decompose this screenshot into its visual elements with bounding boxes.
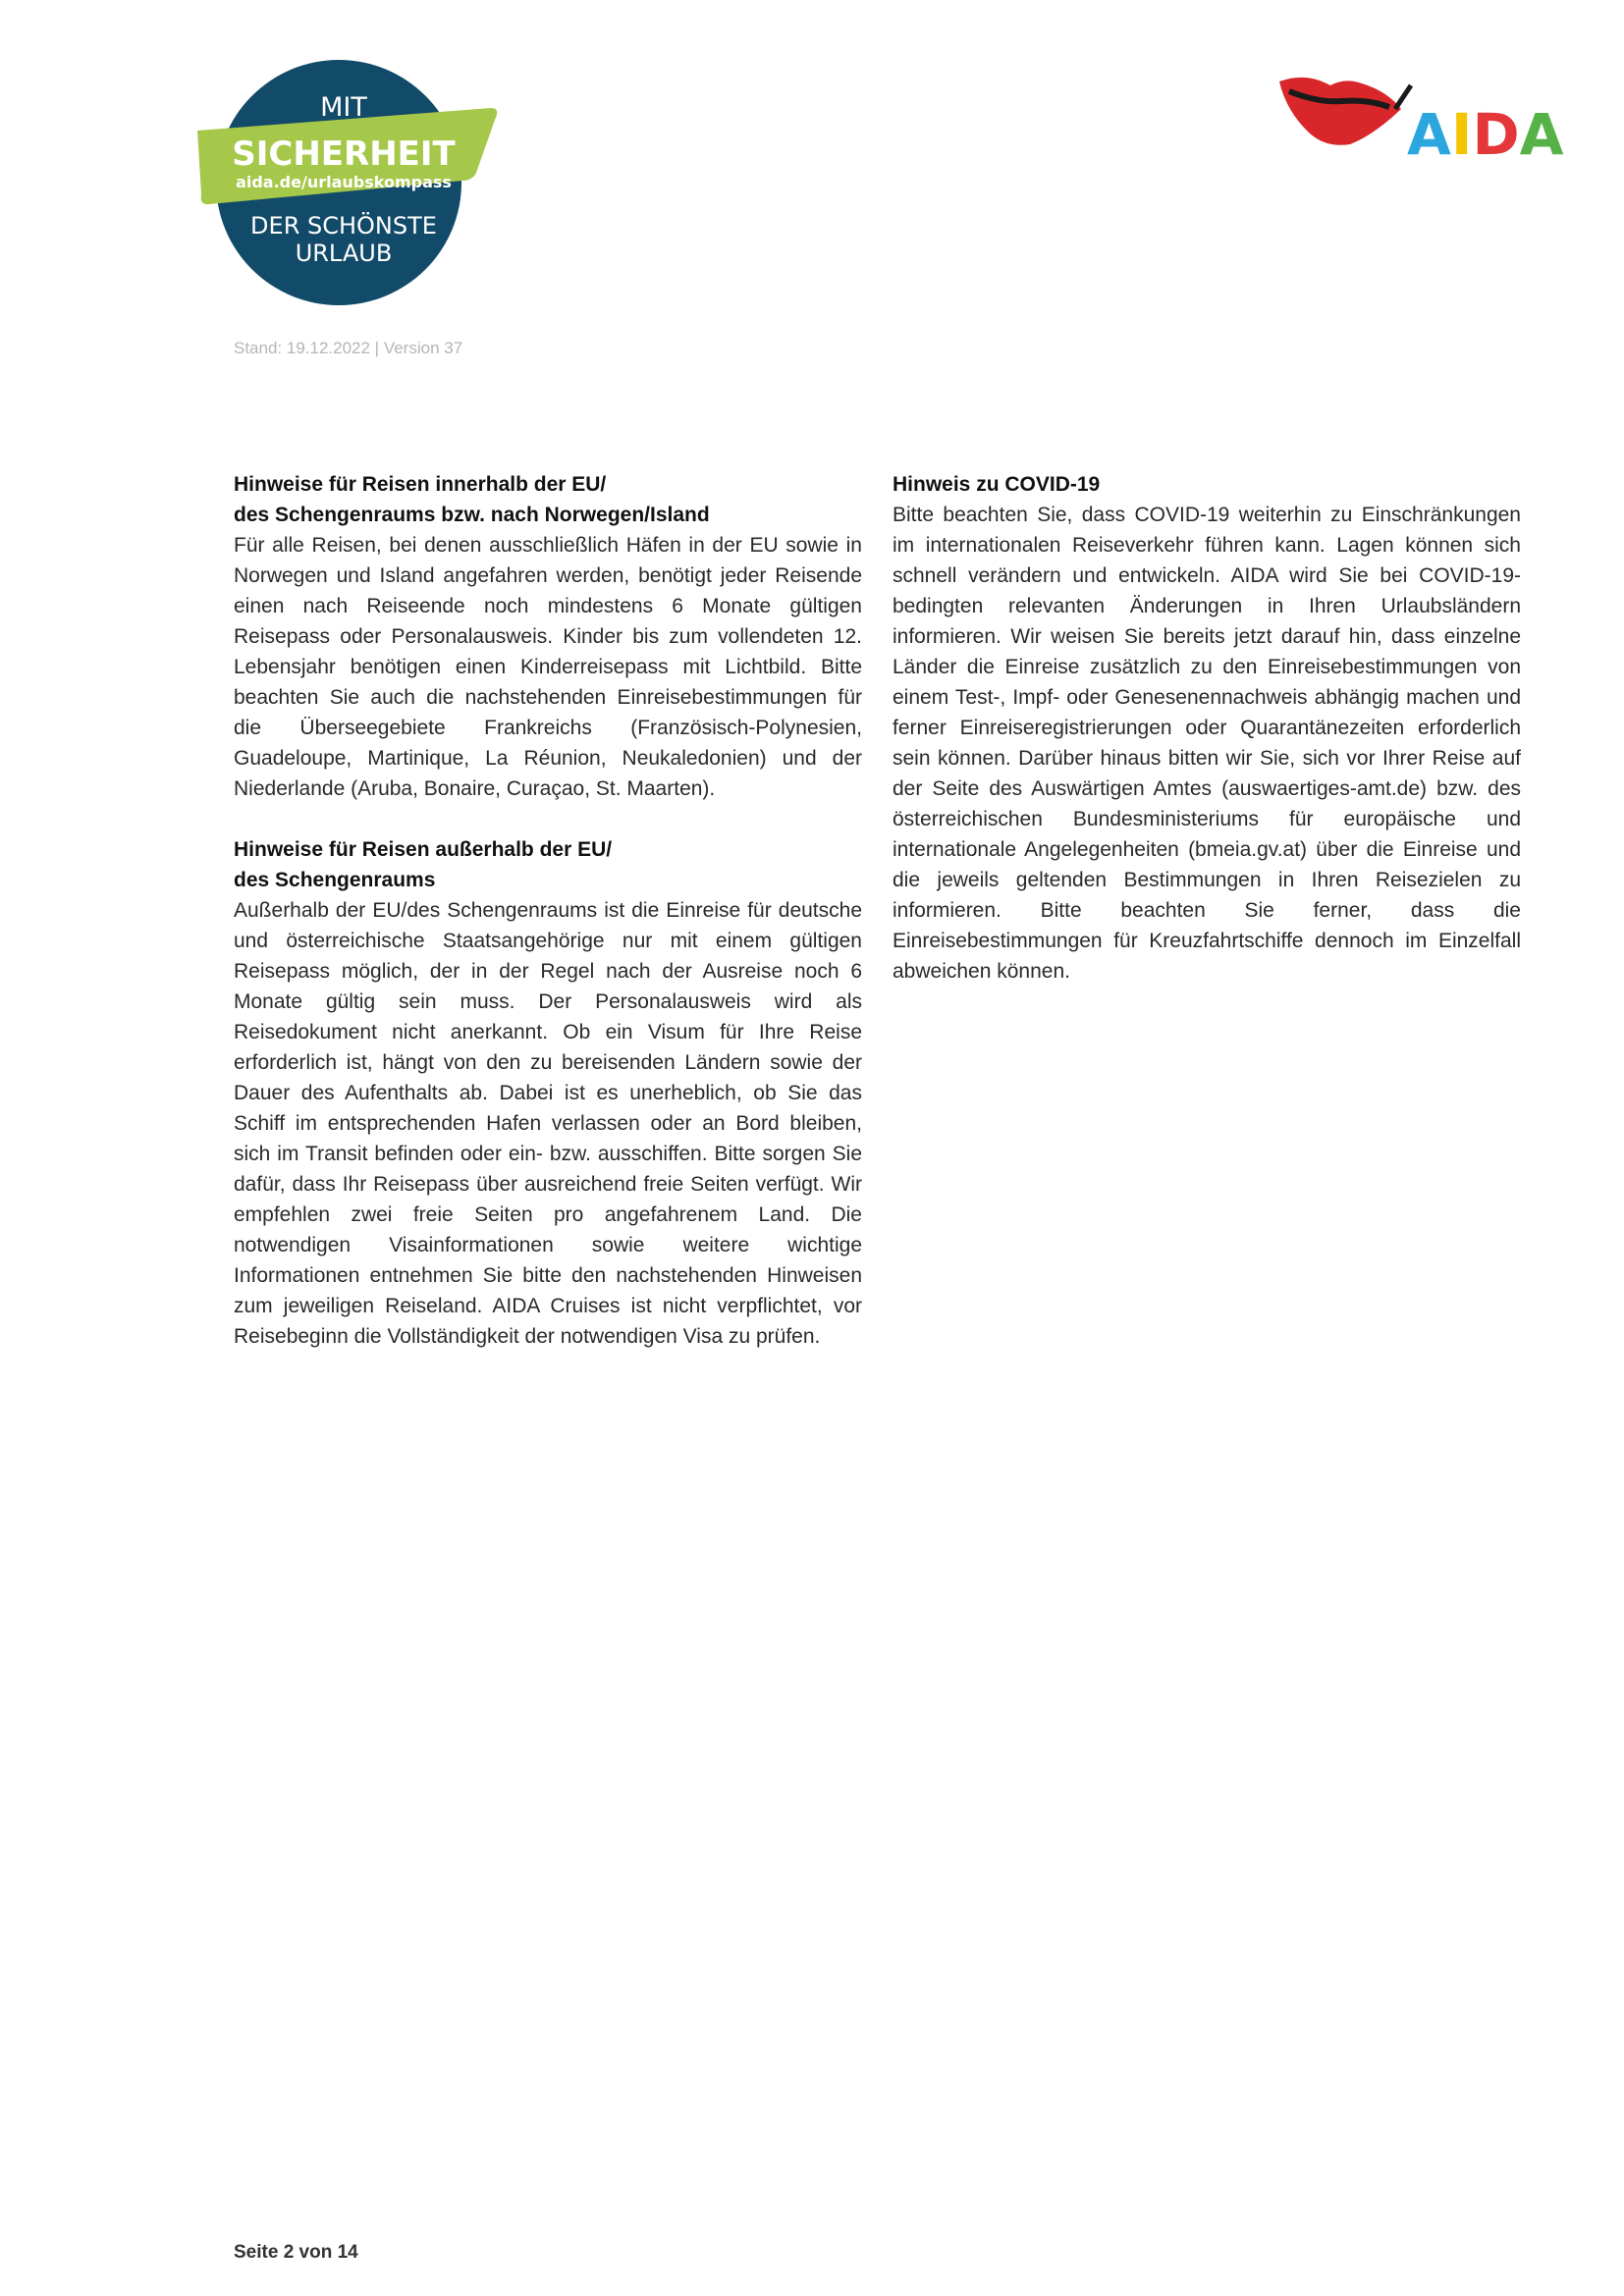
covid-body: Bitte beachten Sie, dass COVID-19 weiterhin zu Einschränkungen im internationalen Reiseverkehr führen kann. Lagen können sich schnell verändern und entwickeln. AIDA wird Sie bei COVID-19-bedingten relevanten Änderungen in Ihren Urlaubsländern informieren. Wir weisen Sie bereits jetzt darauf hin, dass einzelne Länder die Einreise zusätzlich zu den Einreisebestimmungen von einem Test-, Impf- oder Genesenennachweis abhängig machen und ferner Einreiseregistrierungen oder Quarantänezeiten erforderlich sein können. Darüber hinaus bitten wir Sie, sich vor Ihrer Reise auf der Seite des Auswärtigen Amtes (auswaertiges-amt.de) bzw. des österreichischen Bundesministeriums für europäische und internationale Angelegenheiten (bmeia.gv.at) über die Einreise und die jeweils geltenden Bestimmungen in Ihren Reisezielen zu informieren. Bitte beachten Sie ferner, dass die Einreisebestimmungen für Kreuzfahrtschiffe dennoch im Einzelfall abweichen können.: [893, 504, 1521, 983]
right-column: [893, 469, 1521, 987]
aida-wordmark: AIDA: [1407, 101, 1564, 162]
covid-heading: Hinweis zu COVID-19: [893, 473, 1101, 496]
badge-url: aida.de/urlaubskompass: [236, 173, 452, 191]
badge-line-urlaub: URLAUB: [295, 240, 393, 267]
badge-line-mit: MIT: [320, 92, 367, 123]
aida-lips-icon: [1279, 78, 1411, 145]
left-column: [234, 469, 862, 1352]
urlaubskompass-badge: [191, 57, 506, 312]
non-eu-body: Außerhalb der EU/des Schengenraums ist die Einreise für deutsche und österreichische Staatsangehörige nur mit einem gültigen Reisepass möglich, der in der Regel nach der Ausreise noch 6 Monate gültig sein muss. Der Personalausweis wird als Reisedokument nicht anerkannt. Ob ein Visum für Ihre Reise erforderlich ist, hängt von den zu bereisenden Ländern sowie der Dauer des Aufenthalts ab. Dabei ist es unerheblich, ob Sie das Schiff im entsprechenden Hafen verlassen oder an Bord bleiben, sich im Transit befinden oder ein- bzw. ausschiffen. Bitte sorgen Sie dafür, dass Ihr Reisepass über ausreichend freie Seiten verfügt. Wir empfehlen zwei freie Seiten pro angefahrenem Land. Die notwendigen Visainformationen sowie weitere wichtige Informationen entnehmen Sie bitte den nachstehenden Hinweisen zum jeweiligen Reiseland. AIDA Cruises ist nicht verpflichtet, vor Reisebeginn die Vollständigkeit der notwendigen Visa zu prüfen.: [234, 899, 862, 1348]
badge-line-sicherheit: SICHERHEIT: [232, 134, 456, 174]
eu-body: Für alle Reisen, bei denen ausschließlich Häfen in der EU sowie in Norwegen und Island angefahren werden, benötigt jeder Reisende einen nach Reiseende noch mindestens 6 Monate gültigen Reisepass oder Personalausweis. Kinder bis zum vollendeten 12. Lebensjahr benötigen einen Kinderreisepass mit Lichtbild. Bitte beachten Sie auch die nachstehenden Einreisebestimmungen für die Überseegebiete Frankreichs (Französisch-Polynesien, Guadeloupe, Martinique, La Réunion, Neukaledonien) und der Niederlande (Aruba, Bonaire, Curaçao, St. Maarten).: [234, 534, 862, 800]
version-stamp: Stand: 19.12.2022 | Version 37: [234, 339, 463, 357]
aida-logo: [1272, 74, 1566, 162]
non-eu-heading: Hinweise für Reisen außerhalb der EU/ des Schengenraums: [234, 838, 613, 891]
page-number: Seite 2 von 14: [234, 2242, 358, 2263]
badge-line-schoenste: DER SCHÖNSTE: [250, 212, 437, 240]
eu-heading: Hinweise für Reisen innerhalb der EU/ des Schengenraums bzw. nach Norwegen/Island: [234, 473, 710, 526]
